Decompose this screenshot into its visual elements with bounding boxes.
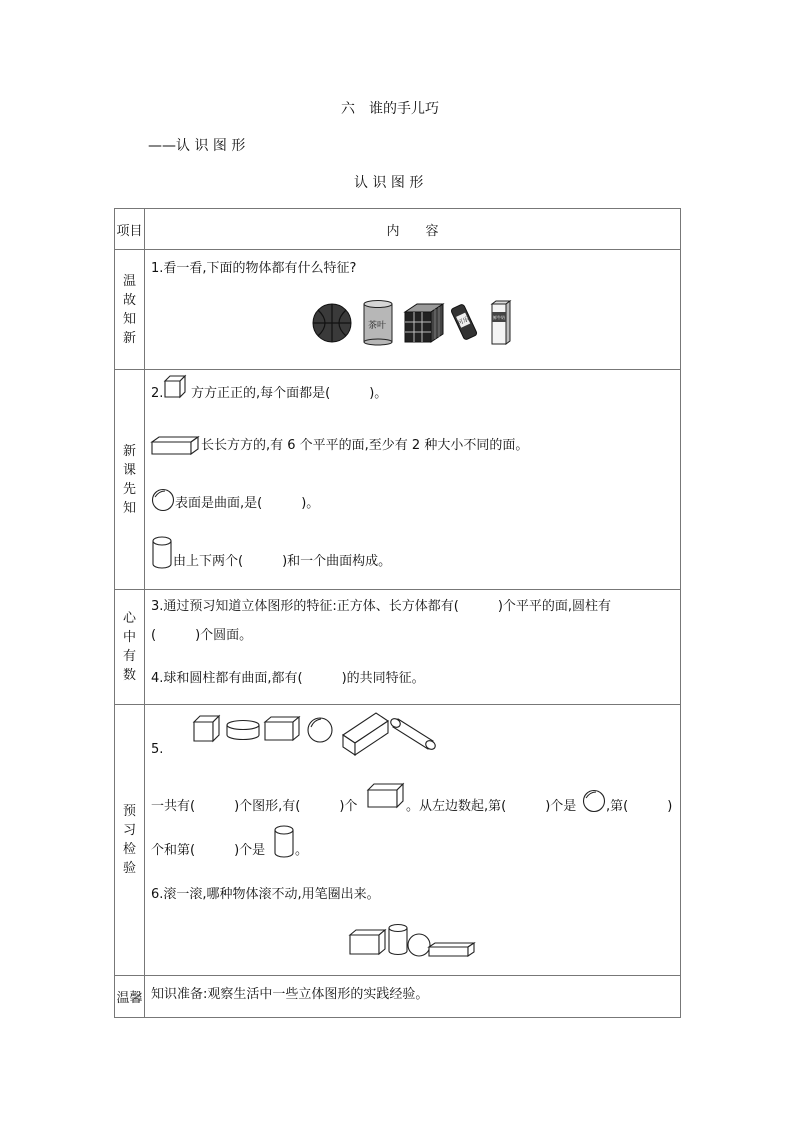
row-tip-content xyxy=(145,976,681,1018)
row-label-check: 预习检验 xyxy=(115,705,145,976)
cylinder-icon xyxy=(151,536,173,570)
row-check-content xyxy=(145,705,681,976)
header-item: 项目 xyxy=(115,209,145,250)
q6-sphere-icon xyxy=(408,934,430,956)
milk-box-icon xyxy=(489,300,513,346)
question-5-text-d: 个和第( )个是 xyxy=(151,843,266,858)
q5-disk-icon xyxy=(227,721,259,740)
milk-box-label: 鲜牛奶 xyxy=(493,315,505,320)
shape-row-q5 xyxy=(193,713,443,757)
q5-cuboid-icon xyxy=(265,717,299,740)
sphere-description: 表面是曲面,是( )。 xyxy=(175,496,320,511)
question-5-text-c: ,第( ) xyxy=(606,799,673,814)
row-new-content xyxy=(145,370,681,590)
tea-can-label: 茶叶 xyxy=(368,321,387,331)
row-mind-content xyxy=(145,590,681,705)
rubiks-cube-icon xyxy=(403,302,445,344)
row-label-new: 新课先知 xyxy=(115,370,145,590)
row-label-review: 温故知新 xyxy=(115,250,145,370)
cube-icon xyxy=(164,375,188,399)
section-title: 认 识 图 形 xyxy=(354,175,424,191)
page-subtitle: ——认 识 图 形 xyxy=(148,138,246,154)
question-3-line-2: ( )个圆面。 xyxy=(151,628,253,643)
shape-row-q6 xyxy=(349,923,477,959)
q6-cuboid-icon xyxy=(350,930,385,954)
q5-sphere-icon xyxy=(308,718,332,742)
header-content: 内 容 xyxy=(145,209,681,250)
q5-inline-cuboid-icon xyxy=(367,783,405,809)
cylinder-description: 由上下两个( )和一个曲面构成。 xyxy=(173,554,392,569)
question-5-text-a: 一共有( )个图形,有( )个 xyxy=(151,799,358,814)
question-4: 4.球和圆柱都有曲面,都有( )的共同特征。 xyxy=(151,671,425,686)
question-2-number: 2. xyxy=(151,386,164,401)
question-5-text-e: 。 xyxy=(295,843,309,858)
q5-long-cuboid-icon xyxy=(343,713,388,755)
cuboid-icon xyxy=(151,436,201,456)
q6-flat-cuboid-icon xyxy=(429,943,474,956)
question-5-number: 5. xyxy=(151,742,164,757)
row-review-content xyxy=(145,250,681,370)
q5-inline-sphere-icon xyxy=(582,789,606,813)
q6-cylinder-icon xyxy=(389,925,407,955)
worksheet-table xyxy=(114,208,681,1018)
question-5-text-b: 。从左边数起,第( )个是 xyxy=(406,799,577,814)
drink-can-label: 可乐 xyxy=(456,315,471,328)
cube-description: 方方正正的,每个面都是( )。 xyxy=(191,386,388,401)
q5-inline-cylinder-icon xyxy=(273,825,295,859)
sphere-icon xyxy=(151,488,175,512)
question-3-line-1: 3.通过预习知道立体图形的特征:正方体、长方体都有( )个平平的面,圆柱有 xyxy=(151,599,612,614)
tip-text: 知识准备:观察生活中一些立体图形的实践经验。 xyxy=(151,987,429,1002)
basketball-icon xyxy=(311,302,353,344)
row-label-mind: 心中有数 xyxy=(115,590,145,705)
row-label-tip: 温馨 xyxy=(115,976,145,1018)
question-1: 1.看一看,下面的物体都有什么特征? xyxy=(151,261,357,276)
page-title: 六 谁的手儿巧 xyxy=(341,101,439,117)
q5-long-cylinder-icon xyxy=(389,717,437,751)
question-6: 6.滚一滚,哪种物体滚不动,用笔圈出来。 xyxy=(151,887,380,902)
cuboid-description: 长长方方的,有 6 个平平的面,至少有 2 种大小不同的面。 xyxy=(201,438,529,453)
q5-cube-icon xyxy=(194,716,219,741)
